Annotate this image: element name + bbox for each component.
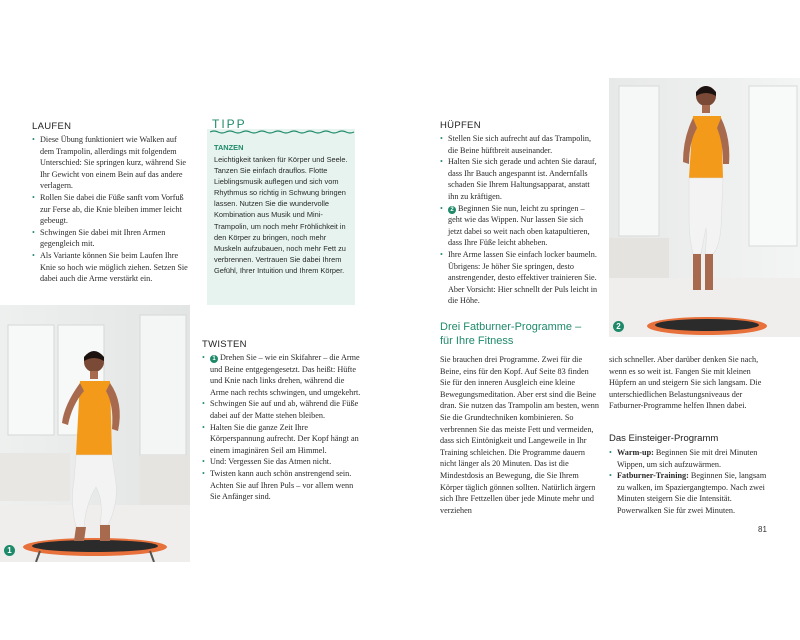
list-item	[609, 447, 769, 470]
list-item	[202, 352, 362, 398]
laufen-list	[32, 134, 192, 285]
list-item: • Diese Übung funktioniert wie Walken auf dem Trampolin, allerdings mit folgendem Unterschied: Sie springen kurz, während Sie Ihr Gewicht von einem Bein auf das andere verlagern.	[32, 134, 192, 192]
tip-wavy-line	[210, 130, 356, 134]
list-item	[440, 203, 598, 249]
list-item: • Schwingen Sie auf und ab, während die Füße dabei auf der Matte stehen bleiben.	[202, 398, 362, 421]
list-item: • Twisten kann auch schön anstrengend sein. Achten Sie auf Ihren Puls – vor allem wenn Sie Anfänger sind.	[202, 468, 362, 503]
tip-text: Leichtigkeit tanken für Körper und Seele. Tanzen Sie einfach drauflos. Flotte Lieblingsmusik auflegen und sich vom Rhythmus so richtig in Schwung bringen lassen. Nutzen Sie die wundervolle Kombination aus Musik und Mini-Trampolin, um noch mehr Fröhlichkeit in den Körper zu bringen, noch mehr Muskeln aufzubauen, noch mehr Fett zu verbrennen. Vertrauen Sie dabei Ihrem Gefühl, Ihrer Intuition und Ihrem Körper.	[214, 155, 348, 275]
list-item-label: Warm-up:	[617, 448, 654, 457]
list-item-text: Beginnen Sie mit drei Minuten Wippen, um sich aufzuwärmen.	[617, 448, 758, 469]
fatburner-heading-line2: für Ihre Fitness	[440, 335, 514, 347]
fatburner-text-col2: sich schneller. Aber darüber denken Sie nach, wenn es so weit ist. Fangen Sie mit kleinen Hüpfern an und steigern Sie sich langsam. Die unterschiedlichen Belastungsniveaus der Fatburner-Programme helfen Ihnen dabei.	[609, 355, 762, 411]
photo-badge-2: 2	[613, 321, 624, 332]
list-item-text: Beginnen Sie nun, leicht zu springen – geht wie das Wippen. Nur lassen Sie sich jetzt dabei so weit nach oben katapultieren, dass Ihre Füße leicht abheben.	[448, 203, 590, 248]
list-item-label: Fatburner-Training:	[617, 471, 689, 481]
list-item	[609, 470, 769, 516]
list-item: • Und: Vergessen Sie das Atmen nicht.	[202, 456, 362, 468]
list-item: • Halten Sie sich gerade und achten Sie darauf, dass Ihr Bauch angespannt ist. Andernfalls schaden Sie Ihrem Haltungsapparat, anstatt ihn zu kräftigen.	[440, 156, 598, 202]
step-number-badge: 1	[210, 355, 218, 363]
fatburner-heading	[440, 320, 581, 348]
photo-badge-1: 1	[4, 545, 15, 556]
laufen-heading: LAUFEN	[32, 121, 72, 132]
list-item: • Rollen Sie dabei die Füße sanft vom Vorfuß zur Ferse ab, die Knie bleiben immer leicht gebeugt.	[32, 192, 192, 227]
list-item-text: Drehen Sie – wie ein Skifahrer – die Arme und Beine entgegengesetzt. Das heißt: Hüfte und Knie nach links drehen, während die Arme nach rechts schwingen, und umgekehrt.	[210, 353, 361, 397]
list-item: • Stellen Sie sich aufrecht auf das Trampolin, die Beine hüftbreit auseinander.	[440, 133, 598, 156]
photo-jumping-woman	[609, 78, 800, 337]
tip-label: TIPP	[212, 117, 247, 131]
step-number-badge: 2	[448, 206, 456, 214]
huepfen-list	[440, 133, 598, 307]
page-number: 81	[758, 525, 767, 534]
list-item: • Halten Sie die ganze Zeit Ihre Körperspannung aufrecht. Der Kopf hängt an einem imaginären Seil am Himmel.	[202, 422, 362, 457]
fatburner-heading-line1: Drei Fatburner-Programme –	[440, 321, 582, 333]
list-item-text: Beginnen Sie, langsam zu walken, im Spaziergangtempo. Nach zwei Minuten steigern Sie die Intensität. Powerwalken Sie für zwei Minuten.	[617, 471, 767, 515]
twisten-heading: TWISTEN	[202, 339, 247, 350]
einsteiger-heading: Das Einsteiger-Programm	[609, 433, 719, 444]
list-item: • Schwingen Sie dabei mit Ihren Armen gegengleich mit.	[32, 227, 192, 250]
tip-title: TANZEN	[214, 143, 244, 152]
list-item: • Als Variante können Sie beim Laufen Ihre Knie so hoch wie möglich ziehen. Setzen Sie dabei auch die Arme verstärkt ein.	[32, 250, 192, 285]
photo-twisting-woman	[0, 305, 190, 562]
twisten-list	[202, 352, 362, 503]
list-item: • Ihre Arme lassen Sie einfach locker baumeln. Übrigens: Je höher Sie springen, desto anstrengender, desto effektiver trainieren Sie. Aber Vorsicht: Hier schnellt der Puls leicht in die Höhe.	[440, 249, 598, 307]
einsteiger-list	[609, 447, 769, 517]
fatburner-text-col1: Sie brauchen drei Programme. Zwei für die Beine, eins für den Kopf. Auf Seite 83 finden Sie für den inneren Ausgleich eine kleine Bewegungsmeditation. Aber erst sind die Beine dran. Sie nutzen das Trampolin am besten, wenn Sie die Grundtechniken kombinieren. So verbrennen Sie das meiste Fett und vermeiden, dass sich Eintönigkeit und Langeweile in Ihr Training schleichen. Die Programme dauern nicht länger als 20 Minuten. Das ist die Mindestdosis an Bewegung, die Sie Ihrem Körper täglich gönnen sollten. Natürlich ärgern sich Ihre Fettzellen über jede Minute mehr und verziehen	[440, 355, 599, 515]
huepfen-heading: HÜPFEN	[440, 120, 481, 131]
